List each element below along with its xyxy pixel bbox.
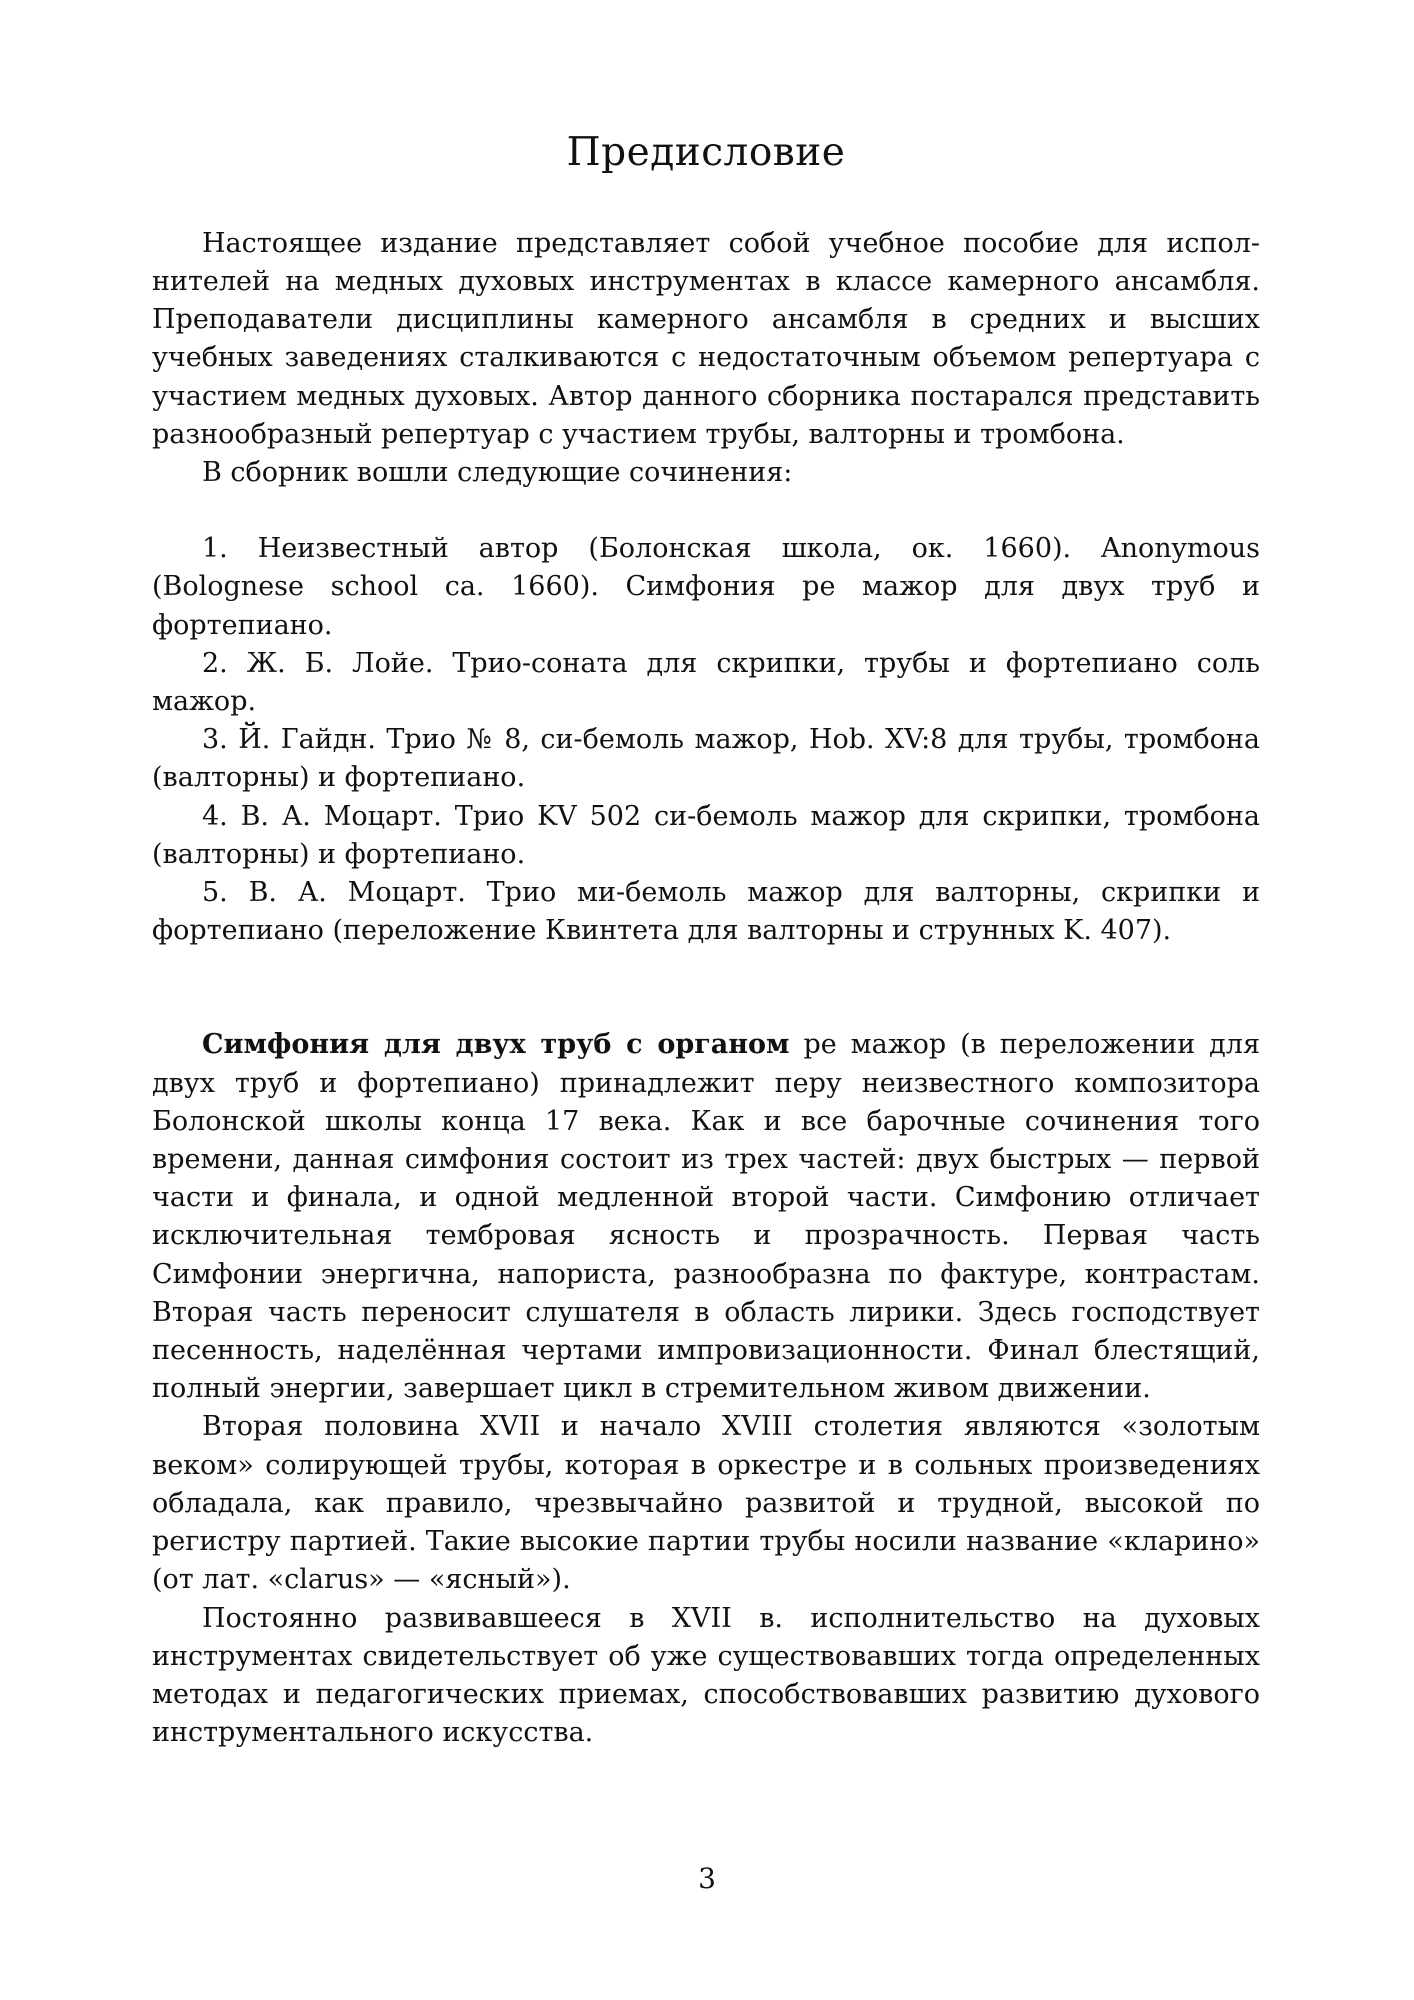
symphony-paragraph — [152, 1026, 1260, 1408]
works-list-item-5: 5. В. А. Моцарт. Трио ми-бемоль мажор для валторны, скрипки и фортепиано (переложение Квинтета для валторны и струнных K. 407). — [152, 877, 1260, 947]
page-title: Предисловие — [566, 130, 846, 175]
works-list-item-3: 3. Й. Гайдн. Трио № 8, си-бемоль мажор, Hob. XV:8 для трубы, тромбона (валторны) и фортепиано. — [152, 724, 1260, 794]
page-content — [152, 130, 1260, 1752]
works-list — [152, 530, 1260, 950]
performance-paragraph: Постоянно развивавшееся в XVII в. исполнительство на духовых инструментах свидетельствует об уже существовавших тогда определенных методах и педагогических приемах, способствовавших развитию духового инструментального искусства. — [152, 1602, 1260, 1749]
page-number: 3 — [698, 1862, 716, 1895]
works-list-item-1: 1. Неизвестный автор (Болонская школа, ок. 1660). Anonymous (Bolognese school ca. 1660). Симфония ре мажор для двух труб и фортепиано. — [152, 533, 1260, 641]
symphony-paragraph-rest: ре мажор (в переложении для двух труб и фортепиано) принадлежит перу неизвестного композитора Болонской школы конца 17 века. Как и все барочные сочинения того времени, данная симфония состоит из трех частей: двух быстрых — первой части и финала, и одной медленной второй части. Симфонию отличает исключительная тембровая ясность и прозрачность. Первая часть Симфонии энергична, напориста, разнообразна по фактуре, контрастам. Вторая часть переносит слушателя в область лирики. Здесь господствует песенность, наделённая чертами импровизационности. Финал блестящий, полный энергии, завершает цикл в стремительном живом движении. — [152, 1029, 1260, 1405]
works-list-item-4: 4. В. А. Моцарт. Трио KV 502 си-бемоль мажор для скрипки, тромбона (валторны) и фортепиано. — [152, 800, 1260, 870]
intro-section — [152, 225, 1260, 492]
works-intro-paragraph: В сборник вошли следующие сочинения: — [202, 457, 793, 489]
symphony-bold-lead: Симфония для двух труб с органом — [202, 1029, 790, 1061]
symphony-section — [152, 1026, 1260, 1752]
works-list-item-2: 2. Ж. Б. Лойе. Трио-соната для скрипки, трубы и фортепиано соль мажор. — [152, 647, 1260, 718]
intro-paragraph: Настоящее издание представляет собой учебное пособие для исполнителей на медных духовых инструментах в классе камерного ансамбля. Преподаватели дисциплины камерного ансамбля в средних и высших учебных заведениях сталкиваются с недостаточным объемом репертуара с участием медных духовых. Автор данного сборника постарался представить разнообразный репертуар с участием трубы, валторны и тромбона. — [152, 227, 1260, 450]
clarino-paragraph: Вторая половина XVII и начало XVIII столетия являются «золотым веком» солирующей трубы, которая в оркестре и в сольных произведениях обладала, как правило, чрезвычайно развитой и трудной, высокой по регистру партией. Такие высокие партии трубы носили название «кларино» (от лат. «clarus» — «ясный»). — [152, 1411, 1260, 1596]
